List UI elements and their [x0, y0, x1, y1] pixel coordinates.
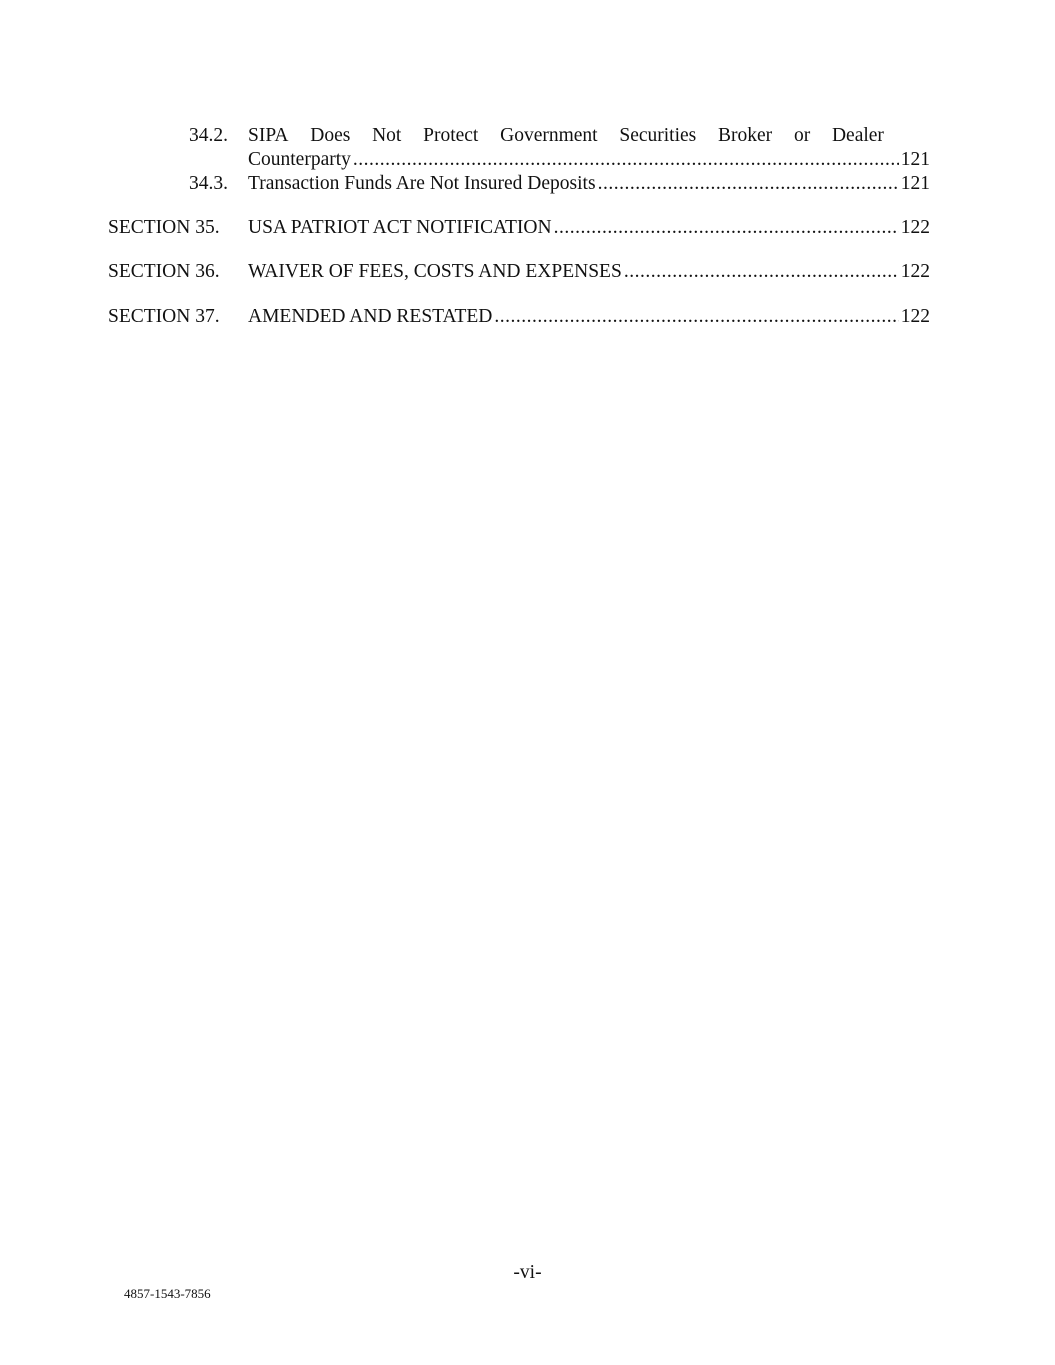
title-word: Protect: [423, 125, 479, 146]
toc-entry-number: 34.2.: [189, 125, 228, 146]
title-word: Broker: [718, 125, 773, 146]
toc-entry-title: [248, 124, 884, 148]
toc-section-title: [248, 216, 930, 240]
toc-section-title-text: AMENDED AND RESTATED: [248, 306, 493, 327]
toc-entry-title-text: Counterparty: [248, 149, 351, 170]
toc-section-title: [248, 305, 930, 329]
title-word: Does: [310, 125, 351, 146]
dot-leader: [598, 172, 899, 196]
title-word: Not: [372, 125, 402, 146]
toc-section-number: SECTION 36.: [108, 261, 220, 282]
title-word: Dealer: [831, 125, 884, 146]
toc-entry-number: 34.3.: [189, 173, 228, 194]
title-word: or: [793, 125, 811, 146]
toc-section-title-text: USA PATRIOT ACT NOTIFICATION: [248, 217, 552, 238]
dot-leader: [353, 148, 899, 172]
toc-section-number: SECTION 35.: [108, 217, 220, 238]
document-id: 4857-1543-7856: [124, 1286, 211, 1301]
title-word: Government: [500, 125, 598, 146]
page-number: -vi-: [513, 1262, 542, 1283]
toc-section-page: 122: [900, 217, 930, 238]
toc-section-page: 122: [900, 306, 930, 327]
title-word: SIPA: [248, 125, 289, 146]
toc-entry-title-text: Transaction Funds Are Not Insured Deposits: [248, 173, 596, 194]
toc-section-title: [248, 260, 930, 284]
toc-entry-title-continued: [248, 148, 930, 172]
toc-entry-title: [248, 172, 930, 196]
title-word: Securities: [619, 125, 697, 146]
toc-section-number: SECTION 37.: [108, 306, 220, 327]
dot-leader: [494, 305, 898, 329]
toc-section-page: 122: [900, 261, 930, 282]
dot-leader: [624, 260, 899, 284]
toc-entry-page: 121: [900, 149, 930, 170]
toc-section-title-text: WAIVER OF FEES, COSTS AND EXPENSES: [248, 261, 622, 282]
dot-leader: [554, 216, 899, 240]
toc-entry-page: 121: [900, 173, 930, 194]
